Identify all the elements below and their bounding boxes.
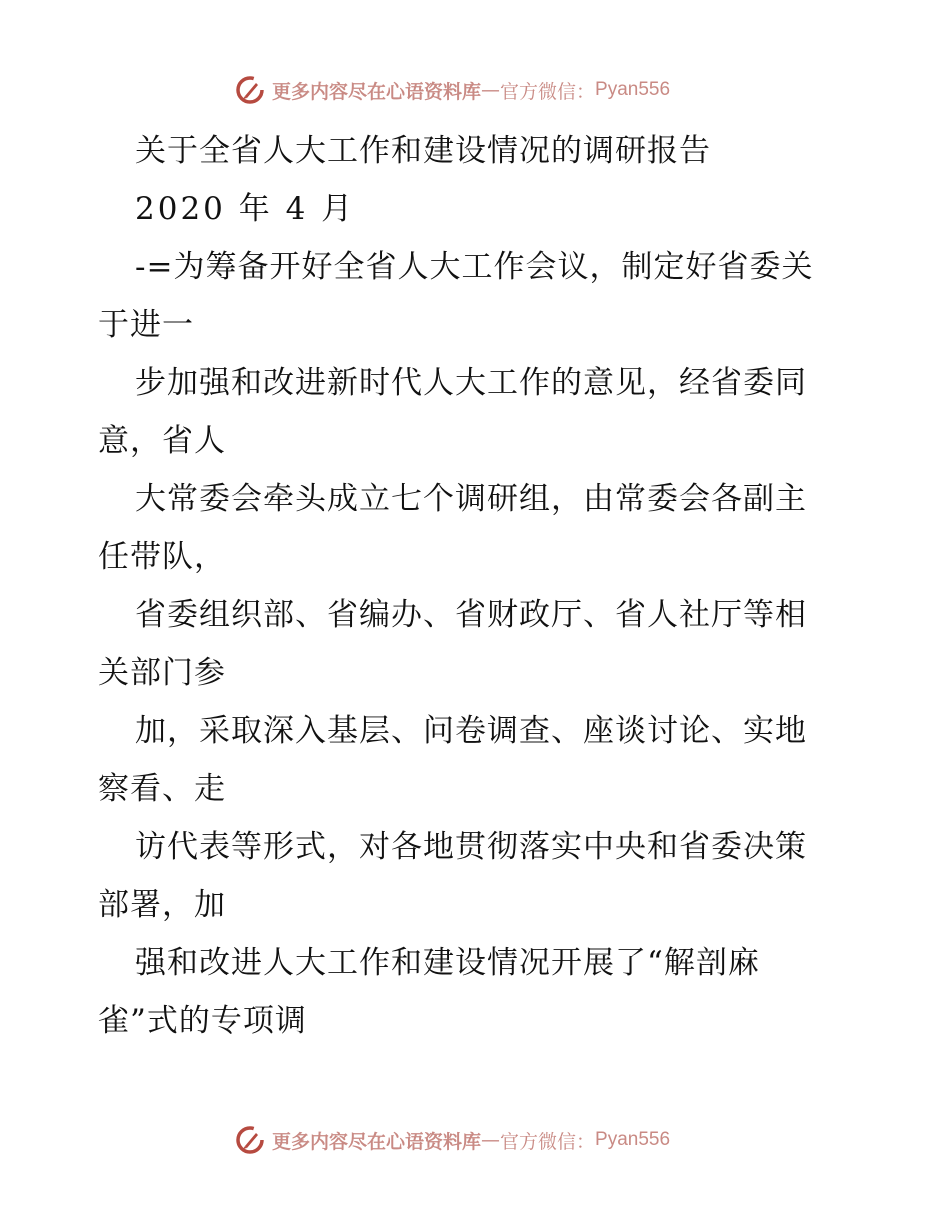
document-body xyxy=(98,122,858,1050)
watermark-dash: — xyxy=(481,79,501,101)
paragraph-line: -=为筹备开好全省人大工作会议，制定好省委关 xyxy=(135,249,814,285)
header-watermark xyxy=(234,73,670,107)
paragraph-line: 省委组织部、省编办、省财政厅、省人社厅等相 xyxy=(135,597,807,633)
paragraph-line: 部署，加 xyxy=(98,887,226,923)
document-date: 2020 年 4 月 xyxy=(135,191,356,227)
paragraph-line: 雀”式的专项调 xyxy=(98,1003,307,1039)
paragraph-line: 强和改进人大工作和建设情况开展了“解剖麻 xyxy=(135,945,760,981)
watermark-wechat-label: 官方微信： xyxy=(500,80,596,103)
watermark-wechat-id: Pyan556 xyxy=(595,1129,671,1150)
watermark-brand: 更多内容尽在心语资料库 xyxy=(272,1130,482,1153)
paragraph-line: 步加强和改进新时代人大工作的意见，经省委同 xyxy=(135,365,807,401)
watermark-wechat-label: 官方微信： xyxy=(500,1130,596,1153)
pen-nib-circle-icon xyxy=(234,1124,266,1156)
paragraph-line: 任带队， xyxy=(98,539,226,575)
watermark-brand: 更多内容尽在心语资料库 xyxy=(272,80,482,103)
document-title: 关于全省人大工作和建设情况的调研报告 xyxy=(135,133,711,169)
pen-nib-circle-icon xyxy=(234,74,266,106)
watermark-dash: — xyxy=(481,1129,501,1151)
paragraph-line: 访代表等形式，对各地贯彻落实中央和省委决策 xyxy=(135,829,807,865)
paragraph-line: 加，采取深入基层、问卷调查、座谈讨论、实地 xyxy=(135,713,807,749)
paragraph-line: 察看、走 xyxy=(98,771,226,807)
watermark-wechat-id: Pyan556 xyxy=(595,79,671,100)
paragraph-line: 于进一 xyxy=(98,307,194,343)
paragraph-line: 关部门参 xyxy=(98,655,226,691)
footer-watermark xyxy=(234,1123,670,1157)
paragraph-line: 大常委会牵头成立七个调研组，由常委会各副主 xyxy=(135,481,807,517)
paragraph-line: 意，省人 xyxy=(98,423,226,459)
